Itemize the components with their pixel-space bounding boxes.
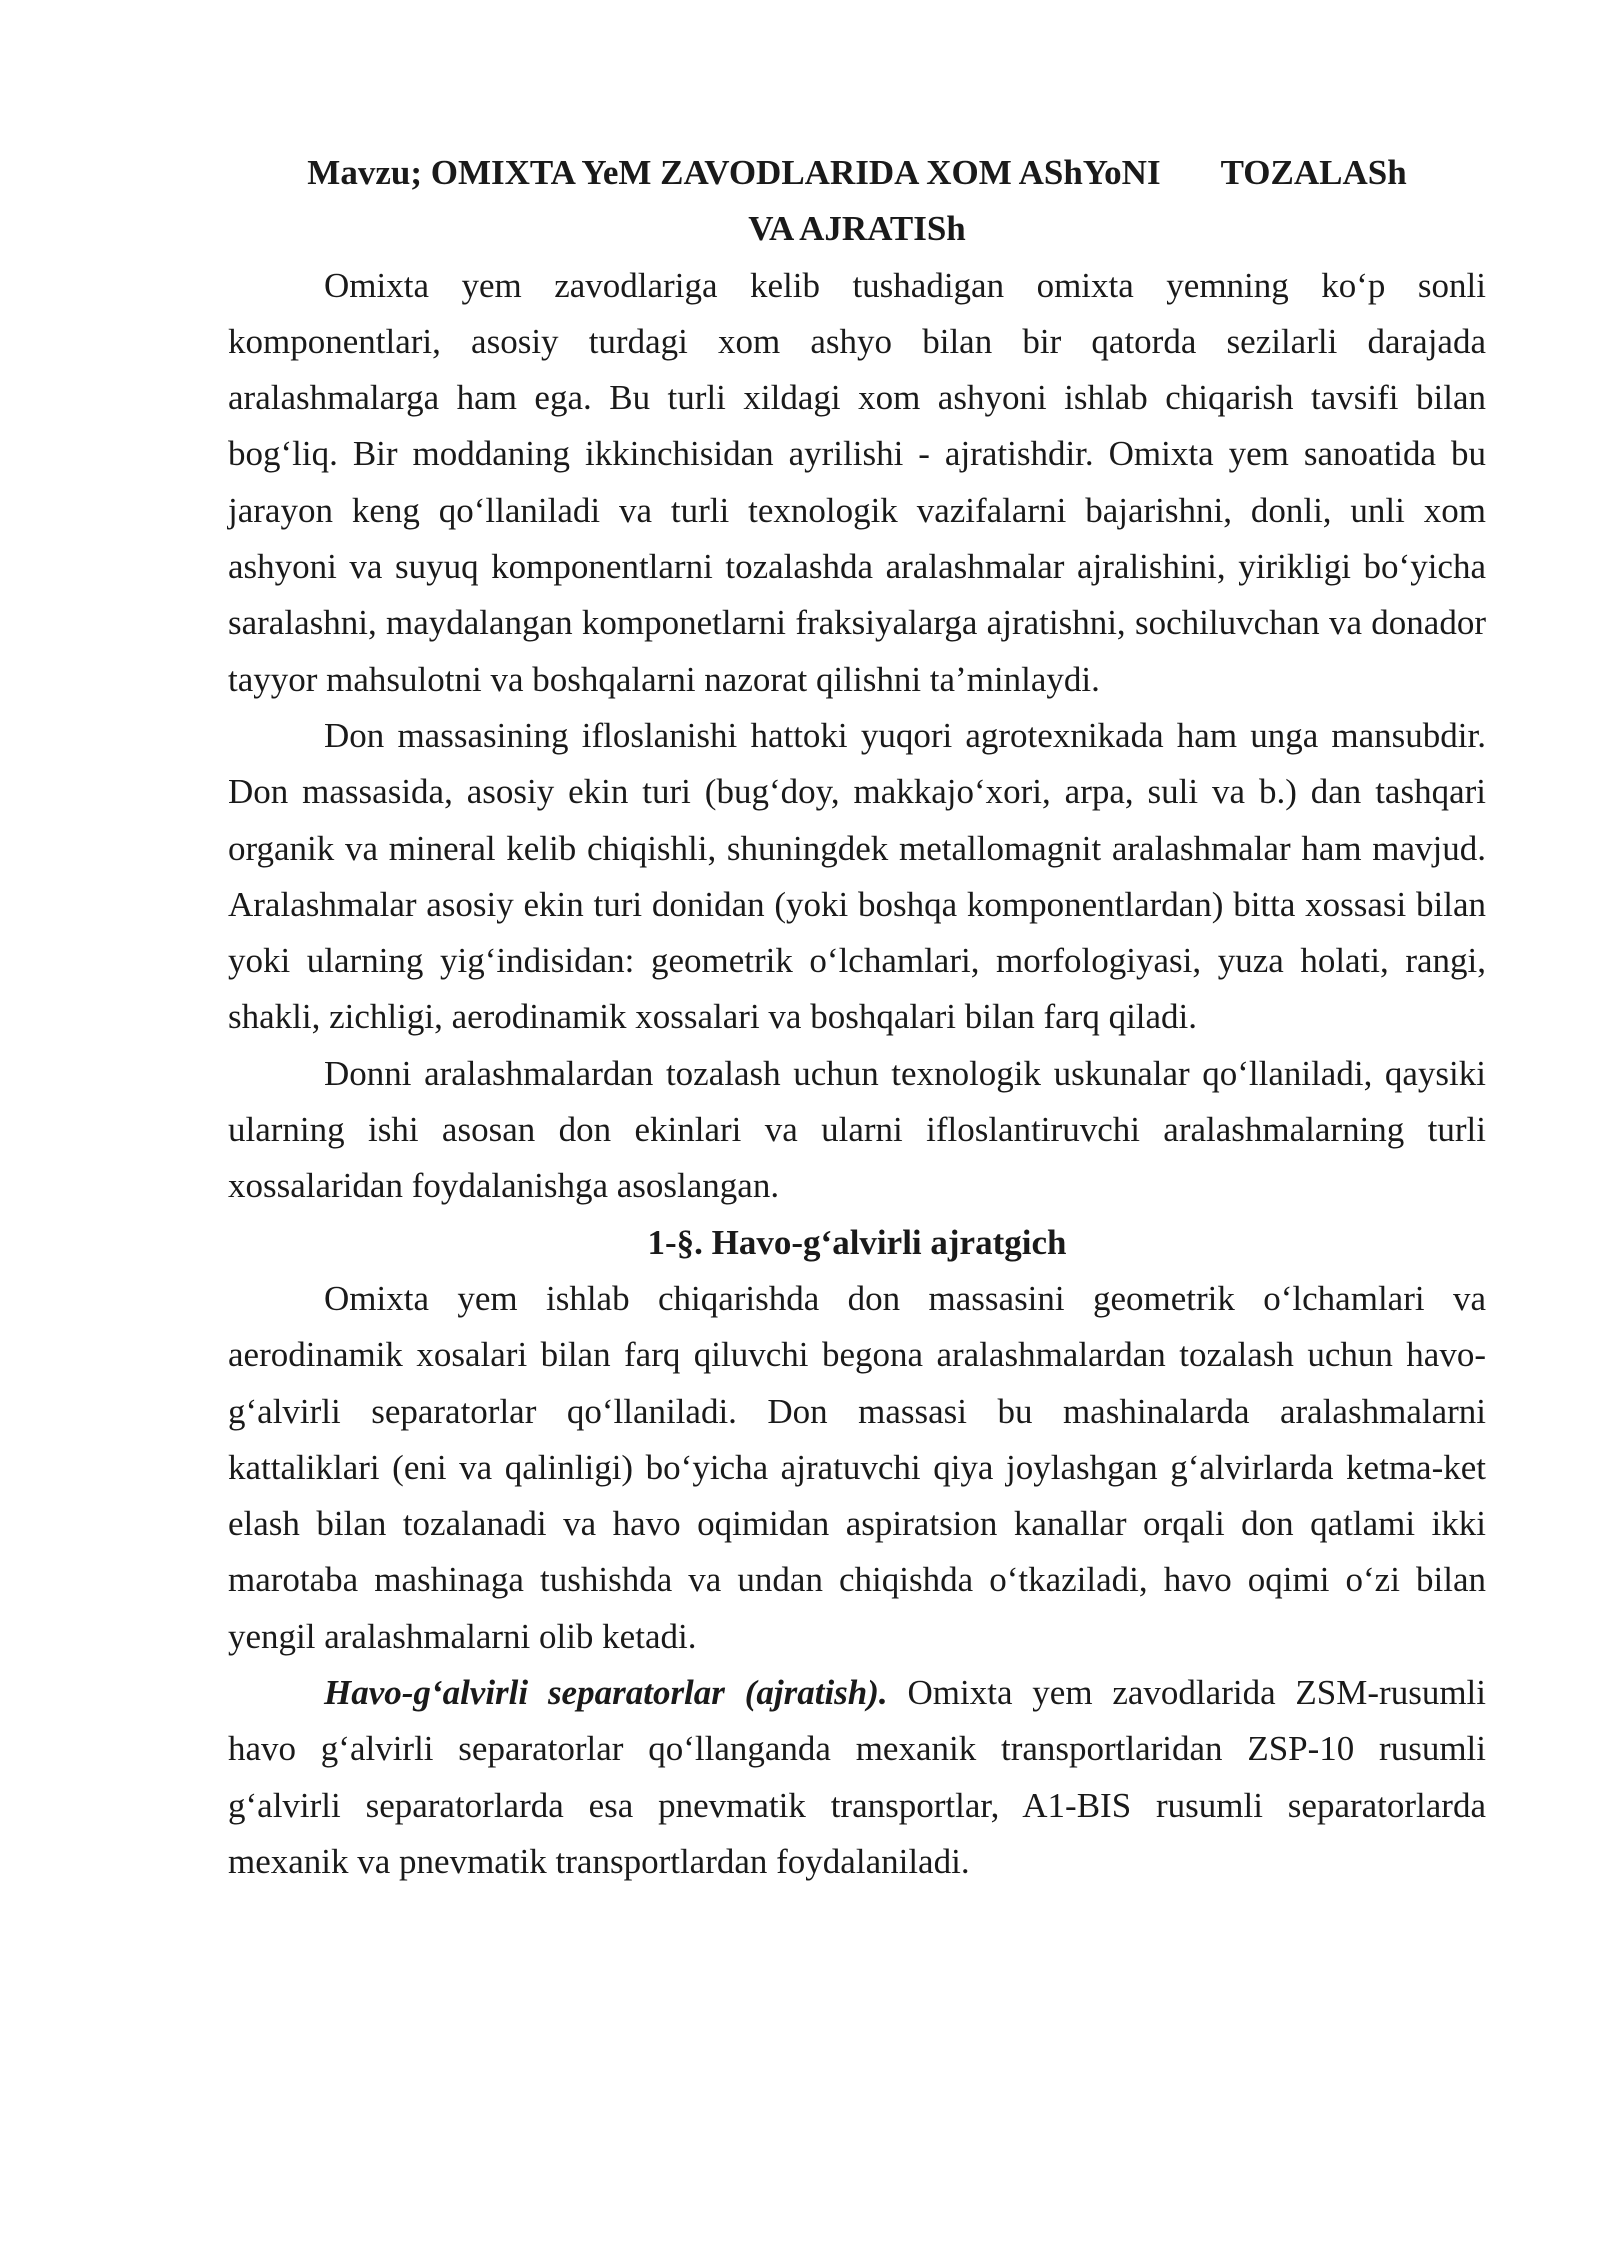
document-title <box>228 145 1486 201</box>
paragraph-1: Omixta yem zavodlariga kelib tushadigan omixta yemning koʻp sonli komponentlari, asosiy turdagi xom ashyo bilan bir qatorda sezilarli darajada aralashmalarga ham ega. Bu turli xildagi xom ashyoni ishlab chiqarish tavsifi bilan bogʻliq. Bir moddaning ikkinchisidan ayrilishi - ajratishdir. Omixta yem sanoatida bu jarayon keng qoʻllaniladi va turli texnologik vazifalarni bajarishni, donli, unli xom ashyoni va suyuq komponentlarni tozalashda aralashmalar ajralishini, yirikligi boʻyicha saralashni, maydalangan komponetlarni fraksiyalarga ajratishni, sochiluvchan va donador tayyor mahsulotni va boshqalarni nazorat qilishni taʼminlaydi. <box>228 265 1486 699</box>
section-paragraph: Omixta yem ishlab chiqarishda don massasini geometrik oʻlchamlari va aerodinamik xosalari bilan farq qiluvchi begona aralashmalardan tozalash uchun havo-gʻalvirli separatorlar qoʻllaniladi. Don massasi bu mashinalarda aralashmalarni kattaliklari (eni va qalinligi) boʻyicha ajratuvchi qiya joylashgan gʻalvirlarda ketma-ket elash bilan tozalanadi va havo oqimidan aspiratsion kanallar orqali don qatlami ikki marotaba mashinaga tushishda va undan chiqishda oʻtkaziladi, havo oqimi oʻzi bilan yengil aralashmalarni olib ketadi. <box>228 1278 1486 1656</box>
last-paragraph <box>228 1665 1486 1890</box>
title-part-1: Mavzu; OMIXTA YeM ZAVODLARIDA XOM AShYoNI <box>307 153 1161 192</box>
last-paragraph-bold-term: Havo-gʻalvirli separatorlar (ajratish). <box>324 1673 888 1713</box>
section-heading: 1-§. Havo-gʻalvirli ajratgich <box>647 1222 1067 1262</box>
document-page <box>228 145 1486 1890</box>
document-title-line-2: VA AJRATISh <box>748 209 966 249</box>
title-part-2: TOZALASh <box>1220 153 1407 192</box>
paragraph-2: Don massasining ifloslanishi hattoki yuqori agrotexnikada ham unga mansubdir. Don massasida, asosiy ekin turi (bugʻdoy, makkajoʻxori, arpa, suli va b.) dan tashqari organik va mineral kelib chiqishli, shuningdek metallomagnit aralashmalar ham mavjud. Aralashmalar asosiy ekin turi donidan (yoki boshqa komponentlardan) bitta xossasi bilan yoki ularning yigʻindisidan: geometrik oʻlchamlari, morfologiyasi, yuza holati, rangi, shakli, zichligi, aerodinamik xossalari va boshqalari bilan farq qiladi. <box>228 715 1486 1037</box>
last-paragraph-text: Omixta yem zavodlarida ZSM-rusumli havo gʻalvirli separatorlar qoʻllanganda mexanik transportlaridan ZSP-10 rusumli gʻalvirli separatorlarda esa pnevmatik transportlar, A1-BIS rusumli separatorlarda mexanik va pnevmatik transportlardan foydalaniladi. <box>228 1673 1486 1881</box>
paragraph-3: Donni aralashmalardan tozalash uchun texnologik uskunalar qoʻllaniladi, qaysiki ularning ishi asosan don ekinlari va ularni ifloslantiruvchi aralashmalarning turli xossalaridan foydalanishga asoslangan. <box>228 1053 1486 1206</box>
